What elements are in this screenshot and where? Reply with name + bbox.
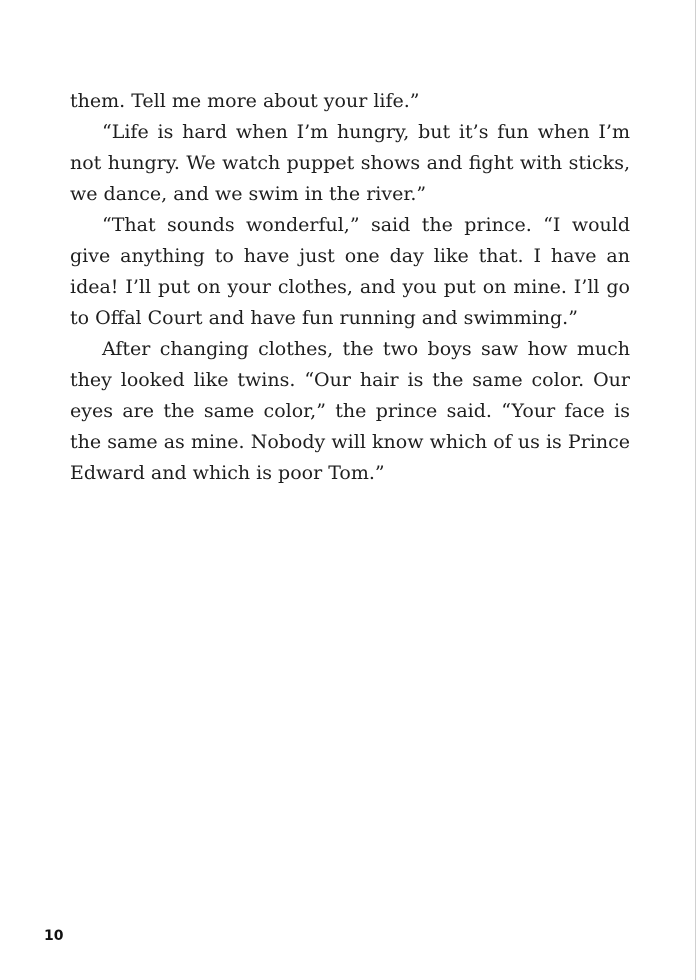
page-number: 10 xyxy=(44,928,64,944)
paragraph-3: “That sounds wonderful,” said the prince. “I would give anything to have just one day like that. I have an idea! I’ll put on your clothes, and you put on mine. I’ll go to Offal Court and have fun running and swimming.” xyxy=(70,214,630,329)
paragraph-2: “Life is hard when I’m hungry, but it’s fun when I’m not hungry. We watch puppet shows and fight with sticks, we dance, and we swim in the river.” xyxy=(70,121,630,205)
paragraph-4: After changing clothes, the two boys saw how much they looked like twins. “Our hair is the same color. Our eyes are the same color,” the prince said. “Your face is the same as mine. Nobody will know which of us is Prince Edward and which is poor Tom.” xyxy=(70,338,630,484)
paragraph-1: them. Tell me more about your life.” xyxy=(70,90,420,112)
page-edge-line xyxy=(695,0,696,980)
body-text xyxy=(70,86,630,489)
